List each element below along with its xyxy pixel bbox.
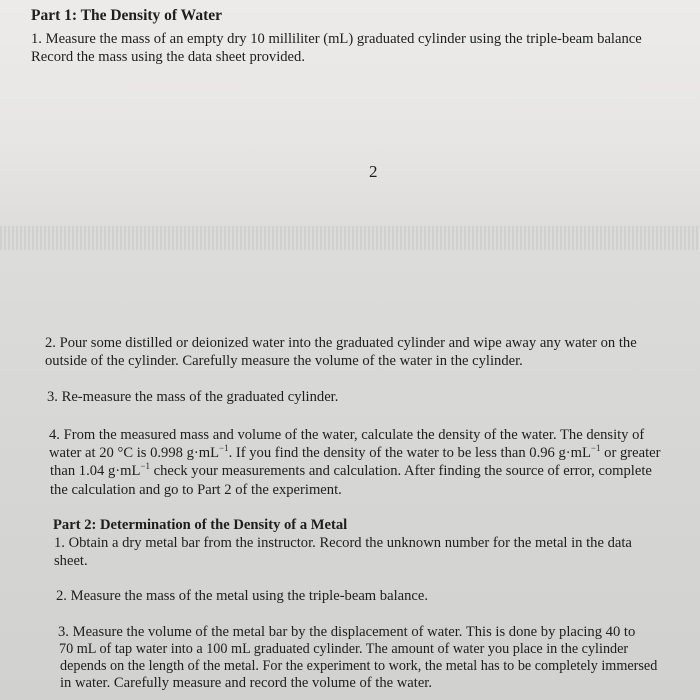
part1-title: Part 1: The Density of Water (31, 7, 222, 24)
part1-step1-line1: 1. Measure the mass of an empty dry 10 milliliter (mL) graduated cylinder using the triple-beam balance (31, 31, 642, 47)
step4-line3-text-b: check your measurements and calculation. After finding the source of error, complete (149, 463, 652, 479)
part1-step4-line4: the calculation and go to Part 2 of the experiment. (50, 482, 342, 498)
page-number: 2 (369, 162, 378, 181)
step4-line2-text-b: . If you find the density of the water to be less than 0.96 g·mL (228, 445, 591, 461)
part1-step4-line2 (49, 444, 660, 462)
part1-step3: 3. Re-measure the mass of the graduated cylinder. (47, 389, 339, 405)
part2-step3-line3: depends on the length of the metal. For the experiment to work, the metal has to be completely immersed (60, 658, 658, 674)
part2-step1-line1: 1. Obtain a dry metal bar from the instructor. Record the unknown number for the metal in the data (54, 535, 632, 551)
unit-exponent: −1 (219, 443, 229, 454)
part1-step2-line2: outside of the cylinder. Carefully measure the volume of the water in the cylinder. (45, 353, 523, 369)
part1-step1-line2: Record the mass using the data sheet provided. (31, 49, 305, 65)
part1-step2-line1: 2. Pour some distilled or deionized water into the graduated cylinder and wipe away any water on the (45, 335, 637, 351)
part2-step1-line2: sheet. (54, 553, 88, 569)
unit-exponent: −1 (590, 443, 601, 454)
part2-step3-line1: 3. Measure the volume of the metal bar by the displacement of water. This is done by placing 40 to (58, 624, 636, 640)
part2-step2: 2. Measure the mass of the metal using the triple-beam balance. (56, 588, 429, 604)
step4-line2-text-a: water at 20 °C is 0.998 g·mL (49, 445, 219, 461)
part1-step4-line3 (50, 462, 652, 480)
part2-title: Part 2: Determination of the Density of a Metal (53, 517, 348, 533)
part2-step3-line2: 70 mL of tap water into a 100 mL graduated cylinder. The amount of water you place in the cylinder (59, 641, 629, 657)
part2-step3-line4: in water. Carefully measure and record the volume of the water. (60, 675, 432, 691)
step4-line3-text-a: than 1.04 g·mL (50, 463, 141, 479)
part1-step4-line1: 4. From the measured mass and volume of the water, calculate the density of the water. The density of (49, 427, 645, 443)
step4-line2-text-c: or greater (600, 445, 661, 461)
page-fold (0, 226, 700, 252)
unit-exponent: −1 (140, 461, 150, 472)
